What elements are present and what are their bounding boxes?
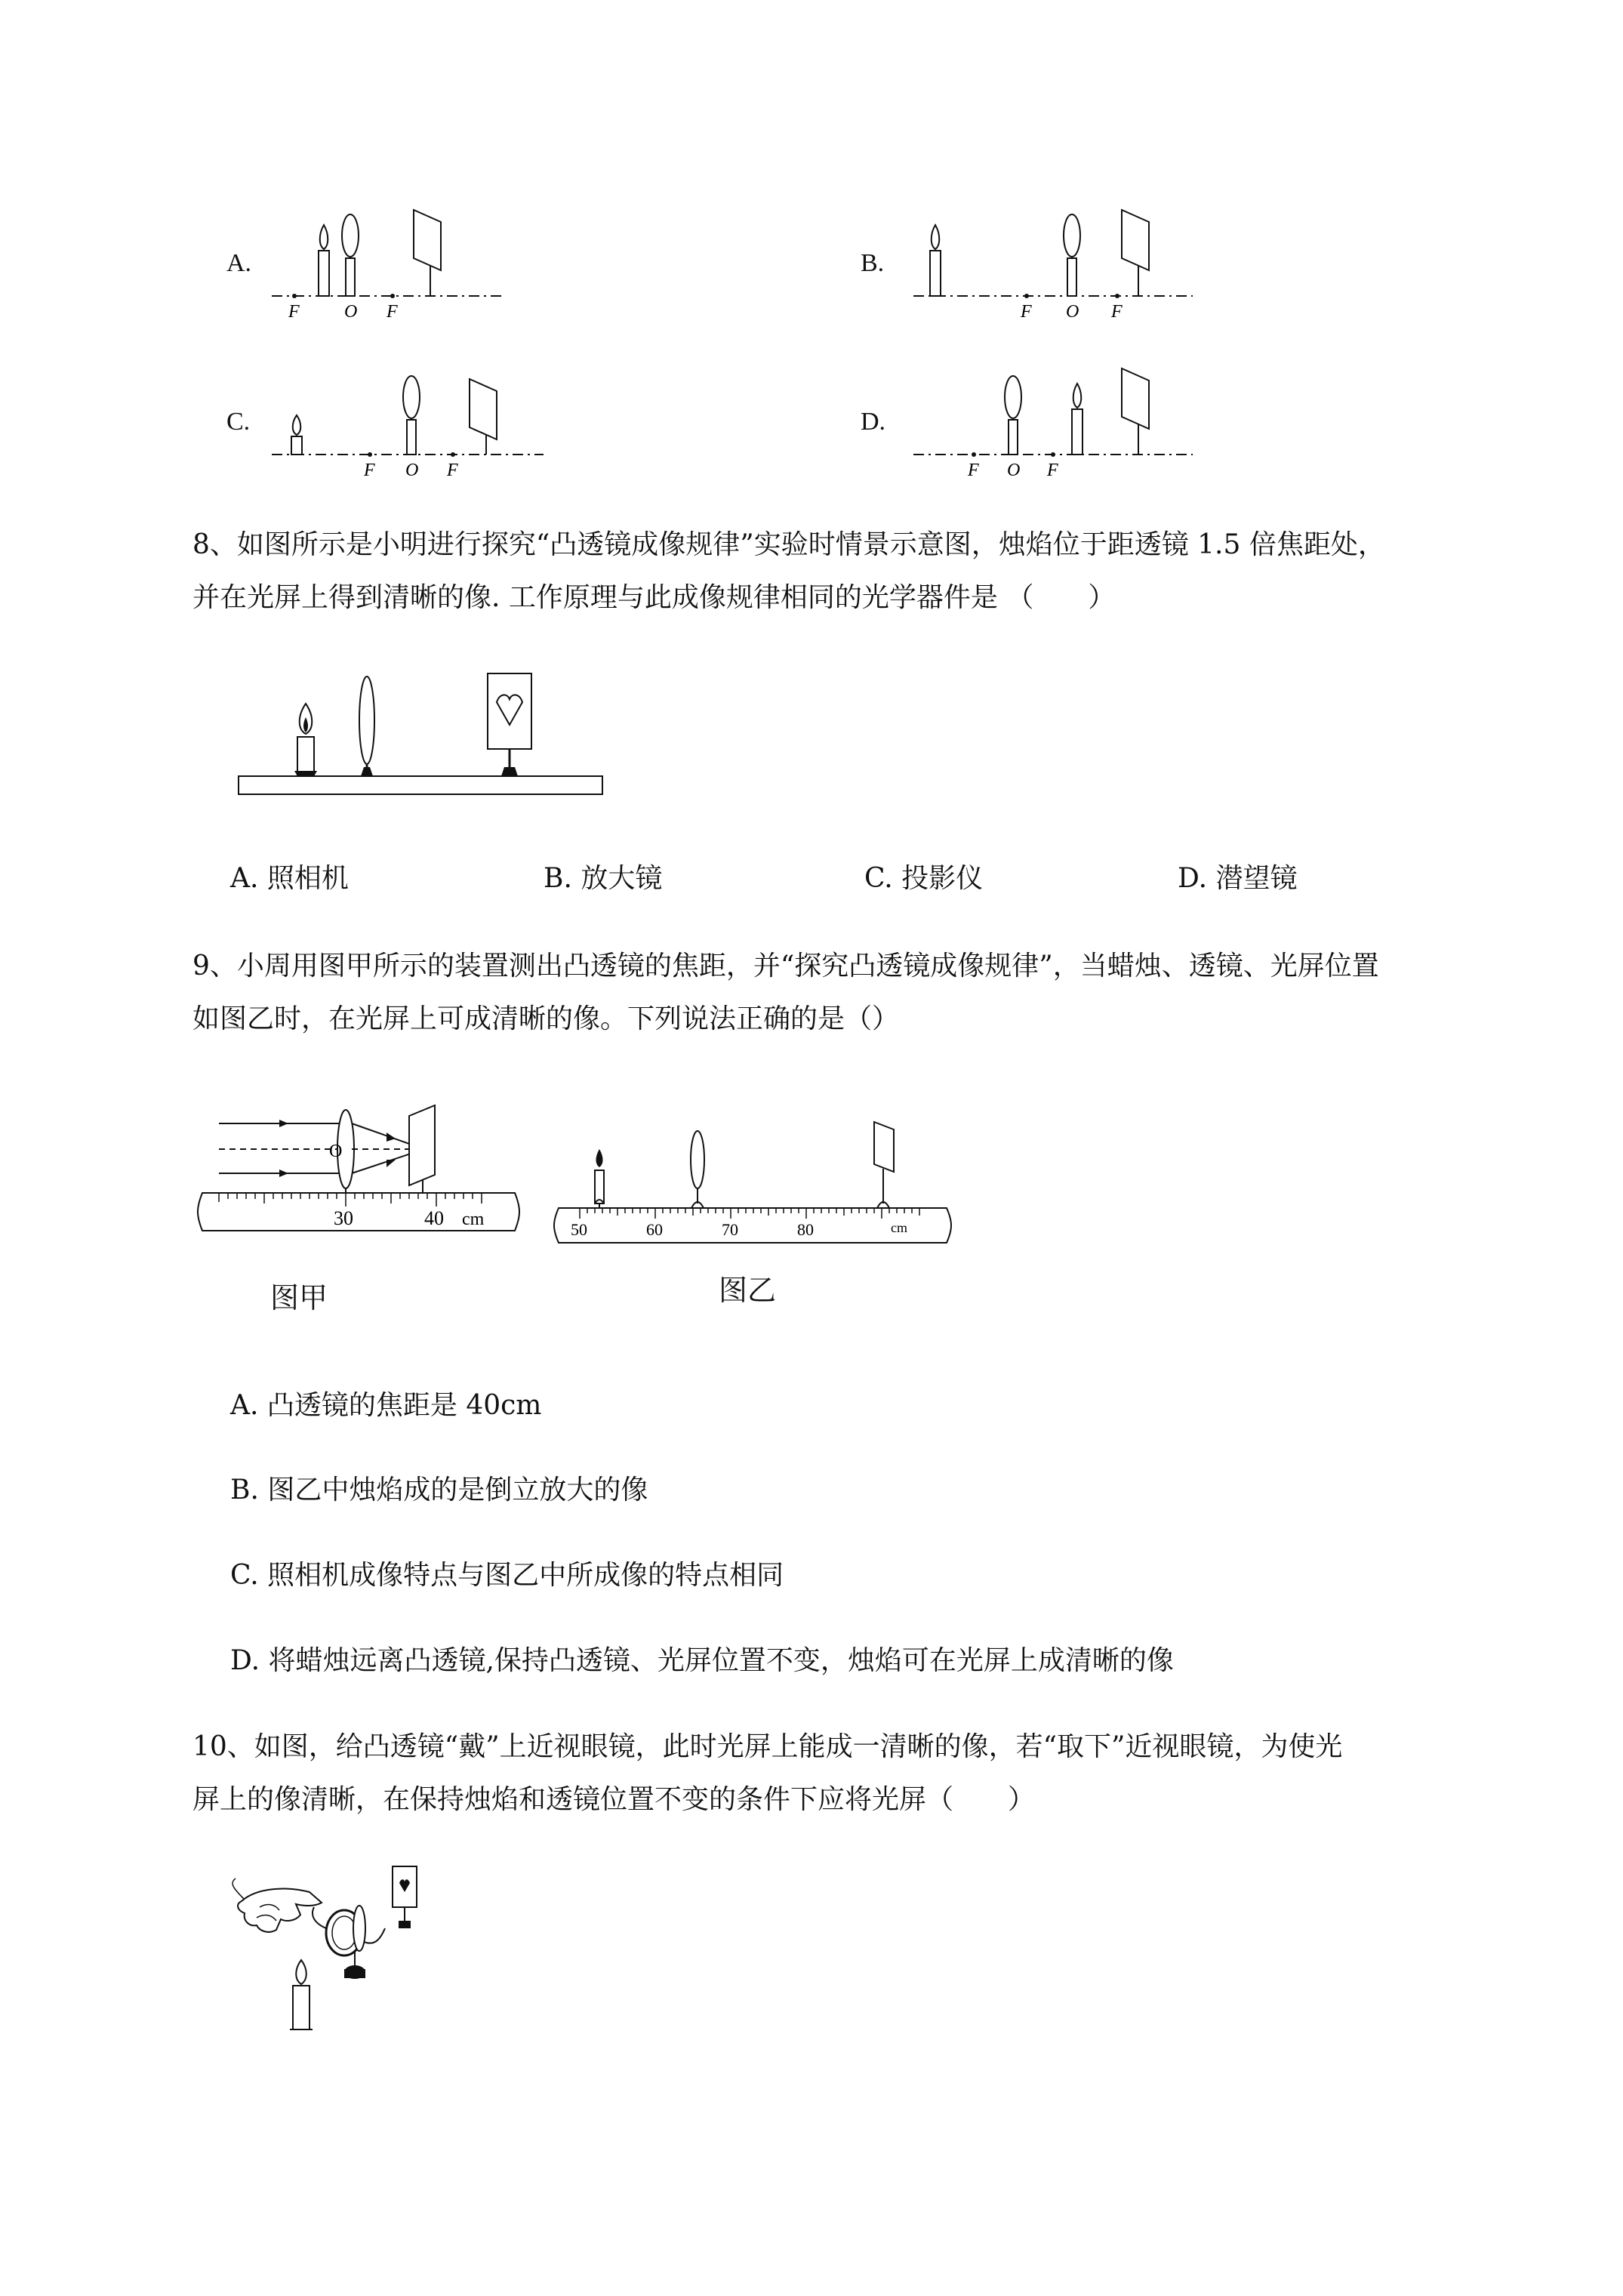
q9-stem-line-2: 如图乙时，在光屏上可成清晰的像。下列说法正确的是（） [192,1003,900,1034]
q7-option-c[interactable] [226,362,544,498]
q9-jia-tick-40: 40 [424,1207,444,1229]
q7-option-c-diagram [272,362,544,498]
q7b-label-f1: F [1021,302,1032,322]
q8-stem-line-2: 并在光屏上得到清晰的像. 工作原理与此成像规律相同的光学器件是 （ ） [192,582,1116,613]
q8-option-b[interactable]: B. 放大镜 [544,863,663,894]
q8-stem-line-1: 8、如图所示是小明进行探究“凸透镜成像规律”实验时情景示意图，烛焰位于距透镜 1.5 倍焦距处， [192,529,1385,560]
q7-option-b[interactable] [861,204,1193,340]
q9-figure-yi-caption: 图乙 [719,1274,777,1307]
q9-jia-tick-cm: cm [462,1210,485,1229]
q7-option-a-diagram [272,204,506,340]
q8-figure-optical-bench [234,664,611,800]
q9-option-a[interactable]: A. 凸透镜的焦距是 40cm [230,1390,542,1421]
q7d-label-o: O [1007,461,1021,480]
q7-option-b-letter: B. [861,249,885,277]
q8-option-d[interactable]: D. 潜望镜 [1178,863,1298,894]
q7-option-a[interactable] [226,204,498,340]
q7b-label-f2: F [1111,302,1123,322]
q9-yi-tick-cm: cm [891,1220,907,1235]
q8-option-a[interactable]: A. 照相机 [230,863,349,894]
q7-option-d-letter: D. [861,408,886,436]
q7-option-c-letter: C. [226,408,251,436]
q7a-label-o: O [344,302,358,322]
q7-option-b-diagram [913,204,1193,340]
q10-stem-line-2: 屏上的像清晰，在保持烛焰和透镜位置不变的条件下应将光屏（ ） [192,1784,1036,1815]
q9-figure-jia [189,1095,521,1246]
q9-option-b[interactable]: B. 图乙中烛焰成的是倒立放大的像 [230,1475,648,1505]
q7d-label-f2: F [1047,461,1058,480]
q8-option-c[interactable]: C. 投影仪 [864,863,984,894]
q9-option-c[interactable]: C. 照相机成像特点与图乙中所成像的特点相同 [230,1560,784,1591]
q7b-label-o: O [1066,302,1079,322]
q7c-label-f1: F [364,461,375,480]
q9-option-d[interactable]: D. 将蜡烛远离凸透镜,保持凸透镜、光屏位置不变，烛焰可在光屏上成清晰的像 [230,1645,1174,1676]
q9-figure-jia-caption: 图甲 [270,1281,328,1314]
q7c-label-o: O [405,461,419,480]
q9-stem-line-1: 9、小周用图甲所示的装置测出凸透镜的焦距，并“探究凸透镜成像规律”，当蜡烛、透镜、光屏位置 [192,951,1379,982]
q7a-label-f2: F [387,302,398,322]
q9-figure-yi [550,1117,957,1253]
q9-yi-tick-70: 70 [722,1220,738,1239]
q7-option-d-diagram [913,362,1193,498]
q10-figure-myopia-glasses [226,1857,468,2039]
q9-yi-tick-50: 50 [571,1220,587,1239]
q7-option-a-letter: A. [226,249,252,277]
q9-jia-tick-30: 30 [334,1207,353,1229]
q7a-label-f1: F [288,302,300,322]
q7c-label-f2: F [447,461,458,480]
q9-yi-tick-60: 60 [646,1220,663,1239]
q7-option-d[interactable] [861,362,1193,498]
q9-jia-lens-label: O [329,1142,343,1161]
q9-yi-tick-80: 80 [797,1220,814,1239]
q10-stem-line-1: 10、如图，给凸透镜“戴”上近视眼镜，此时光屏上能成一清晰的像，若“取下”近视眼镜，为使光 [192,1731,1343,1762]
q7d-label-f1: F [968,461,979,480]
